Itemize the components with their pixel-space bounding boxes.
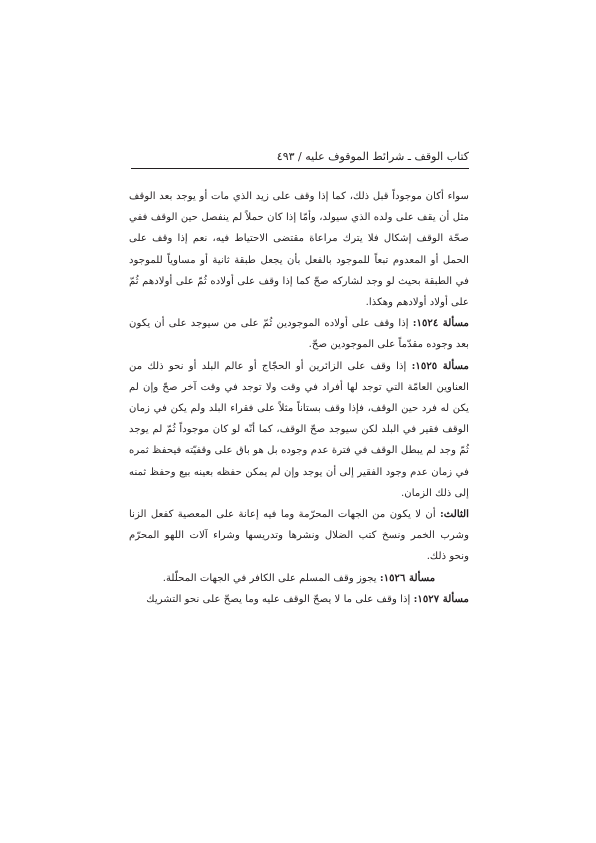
paragraph	[129, 504, 469, 568]
paragraph-text: إذا وقف على أولاده الموجودين ثُمّ على من سيوجد على أن يكون بعد وجوده مقدّماً على الموجودين صحّ.	[129, 318, 469, 351]
paragraph	[129, 186, 469, 313]
issue-label: مسألة ١٥٢٦:	[379, 571, 436, 584]
issue-label: مسألة ١٥٢٥:	[411, 359, 470, 372]
running-header: كتاب الوقف ـ شرائط الموقوف عليه / ٤٩٣	[131, 146, 469, 169]
paragraph-text: إذا وقف على ما لا يصحّ الوقف عليه وما يصحّ على نحو التشريك	[146, 593, 414, 605]
issue-label: الثالث:	[440, 508, 469, 521]
paragraph	[129, 313, 469, 355]
issue-label: مسألة ١٥٢٤:	[412, 317, 470, 330]
body-text	[129, 186, 469, 610]
paragraph	[129, 356, 469, 504]
paragraph	[129, 589, 469, 610]
paragraph-text: يجوز وقف المسلم على الكافر في الجهات المحلّلة.	[162, 572, 380, 584]
paragraph-text: سواء أكان موجوداً قبل ذلك، كما إذا وقف على زيد الذي مات أو يوجد بعد الوقف مثل أن يقف على ولده الذي سيولد، وأمّا إذا كان حملاً لم ينفصل حين الوقف ففي صحّة الوقف إشكال فلا يترك مراعاة مقتضى الاحتياط فيه، نعم إذا وقف على الحمل أو المعدوم تبعاً للموجود بالفعل بأن يجعل طبقة ثانية أو مساوياً للموجود في الطبقة بحيث لو وجد لشاركه صحّ كما إذا وقف على أولاده ثُمّ على أولادهم ثُمّ على أولاد أولادهم وهكذا.	[129, 191, 469, 309]
issue-label: مسألة ١٥٢٧:	[413, 592, 469, 605]
paragraph-text: أن لا يكون من الجهات المحرّمة وما فيه إعانة على المعصية كفعل الزنا وشرب الخمر ونسخ كتب الضلال ونشرها وتدريسها وشراء آلات اللهو المحرّم ونحو ذلك.	[129, 509, 469, 563]
paragraph-text: إذا وقف على الزائرين أو الحجّاج أو عالم البلد أو نحو ذلك من العناوين العامّة التي توجد لها أفراد في وقت ولا توجد في وقت آخر صحّ وإن لم يكن له فرد حين الوقف، فإذا وقف بستاناً مثلاً على فقراء البلد ولم يكن في زمان الوقف فقير في البلد لكن سيوجد صحّ الوقف، كما أنّه لو كان موجوداً ثُمّ لم يوجد ثُمّ وجد لم يبطل الوقف في فترة عدم وجوده بل هو باق على وقفيّته فيحفظ ثمره في زمان عدم وجود الفقير إلى أن يوجد وإن لم يمكن حفظه بعينه بيع وحفظ ثمنه إلى ذلك الزمان.	[129, 360, 469, 499]
paragraph	[129, 568, 469, 589]
